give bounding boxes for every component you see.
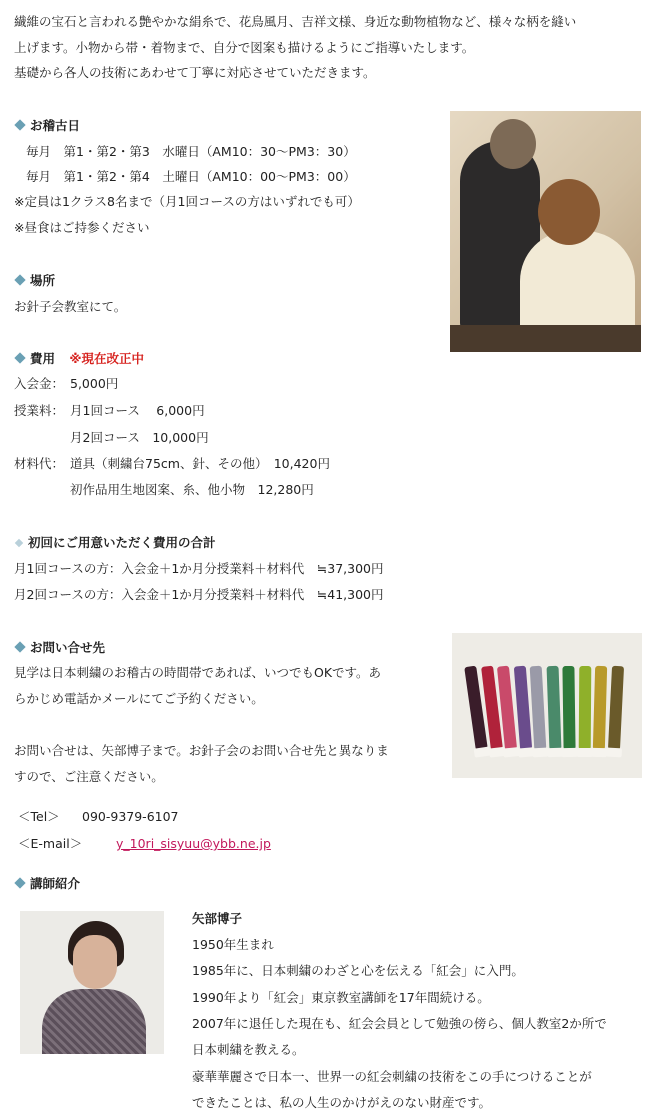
schedule-note-2: ※昼食はご持参ください <box>14 220 150 235</box>
contact-heading-text: お問い合せ先 <box>30 640 106 655</box>
tel-number: 090-9379-6107 <box>82 809 179 824</box>
tel-label: ＜Tel＞ <box>18 809 60 824</box>
instructor-bio-1: 1950年生まれ <box>192 937 274 952</box>
thread-spool <box>546 666 561 750</box>
diamond-bullet-icon <box>14 877 25 888</box>
instructor-heading-text: 講師紹介 <box>30 876 81 891</box>
email-label: ＜E-mail＞ <box>18 836 83 851</box>
total-line-2: 月2回コースの方：入会金＋1か月分授業料＋材料代 ≒41,300円 <box>14 587 384 602</box>
instructor-heading <box>16 876 80 892</box>
fees-tuition-2: 月2回コース 10,000円 <box>70 430 209 445</box>
fees-tuition-label: 授業料： <box>14 403 65 418</box>
embroidery-lesson-photo <box>450 111 641 352</box>
intro-line-3: 基礎から各人の技術にあわせて丁寧に対応させていただきます。 <box>14 65 376 80</box>
fees-entry-value: 5,000円 <box>70 376 119 391</box>
schedule-heading <box>16 118 80 134</box>
thread-spool <box>562 666 575 750</box>
diamond-bullet-icon <box>14 352 25 363</box>
thread-spool <box>578 666 591 750</box>
instructor-bio-7: できたことは、私の人生のかけがえのない財産です。 <box>192 1095 492 1110</box>
schedule-row-1: 毎月 第1・第2・第3 水曜日（AM10：30〜PM3：30） <box>26 144 356 159</box>
contact-note-2: すので、ご注意ください。 <box>14 769 164 784</box>
fees-material-2: 初作品用生地図案、糸、他小物 12,280円 <box>70 482 314 497</box>
schedule-heading-text: お稽古日 <box>30 118 81 133</box>
fees-material-label: 材料代： <box>14 456 65 471</box>
schedule-note-1: ※定員は1クラス8名まで（月1回コースの方はいずれでも可） <box>14 194 360 209</box>
instructor-bio-4: 2007年に退任した現在も、紅会会員として勉強の傍ら、個人教室2か所で <box>192 1016 607 1031</box>
diamond-bullet-icon <box>14 274 25 285</box>
email-link[interactable]: y_10ri_sisyuu@ybb.ne.jp <box>116 836 271 851</box>
diamond-bullet-icon <box>14 119 25 130</box>
total-heading-text: 初回にご用意いただく費用の合計 <box>28 535 216 550</box>
silk-thread-spools-photo <box>452 633 642 778</box>
thread-spool <box>530 666 547 751</box>
contact-heading <box>16 640 105 656</box>
contact-text-2: らかじめ電話かメールにてご予約ください。 <box>14 691 264 706</box>
thread-spool <box>513 666 531 751</box>
instructor-bio-3: 1990年より「紅会」東京教室講師を17年間続ける。 <box>192 990 490 1005</box>
instructor-bio-5: 日本刺繍を教える。 <box>192 1042 305 1057</box>
fees-heading-text: 費用 <box>30 351 56 366</box>
contact-text-1: 見学は日本刺繍のお稽古の時間帯であれば、いつでもOKです。あ <box>14 665 382 680</box>
diamond-bullet-icon <box>14 641 25 652</box>
place-heading <box>16 273 55 289</box>
fees-material-1: 道具（刺繍台75cm、針、その他） 10,420円 <box>70 456 330 471</box>
contact-note-1: お問い合せは、矢部博子まで。お針子会のお問い合せ先と異なりま <box>14 743 389 758</box>
schedule-row-2: 毎月 第1・第2・第4 土曜日（AM10：00〜PM3：00） <box>26 169 356 184</box>
fees-notice: ※現在改正中 <box>69 351 145 366</box>
instructor-bio-2: 1985年に、日本刺繍のわざと心を伝える「紅会」に入門。 <box>192 963 524 978</box>
instructor-bio-6: 豪華華麗さで日本一、世界一の紅会刺繍の技術をこの手につけることが <box>192 1069 592 1084</box>
fees-heading <box>16 351 144 367</box>
diamond-bullet-icon <box>15 539 23 547</box>
intro-line-2: 上げます。小物から帯・着物まで、自分で図案も描けるようにご指導いたします。 <box>14 40 475 55</box>
instructor-portrait-photo <box>20 911 164 1054</box>
thread-spool <box>607 666 623 750</box>
total-heading <box>16 535 216 551</box>
fees-entry-label: 入会金： <box>14 376 65 391</box>
thread-spool <box>593 666 607 750</box>
total-line-1: 月1回コースの方：入会金＋1か月分授業料＋材料代 ≒37,300円 <box>14 561 384 576</box>
place-text: お針子会教室にて。 <box>14 299 127 314</box>
place-heading-text: 場所 <box>30 273 56 288</box>
intro-line-1: 繊維の宝石と言われる艶やかな絹糸で、花鳥風月、吉祥文様、身近な動物植物など、様々な柄を縫い <box>14 14 577 29</box>
instructor-name: 矢部博子 <box>192 911 243 926</box>
fees-tuition-1: 月1回コース 6,000円 <box>70 403 205 418</box>
